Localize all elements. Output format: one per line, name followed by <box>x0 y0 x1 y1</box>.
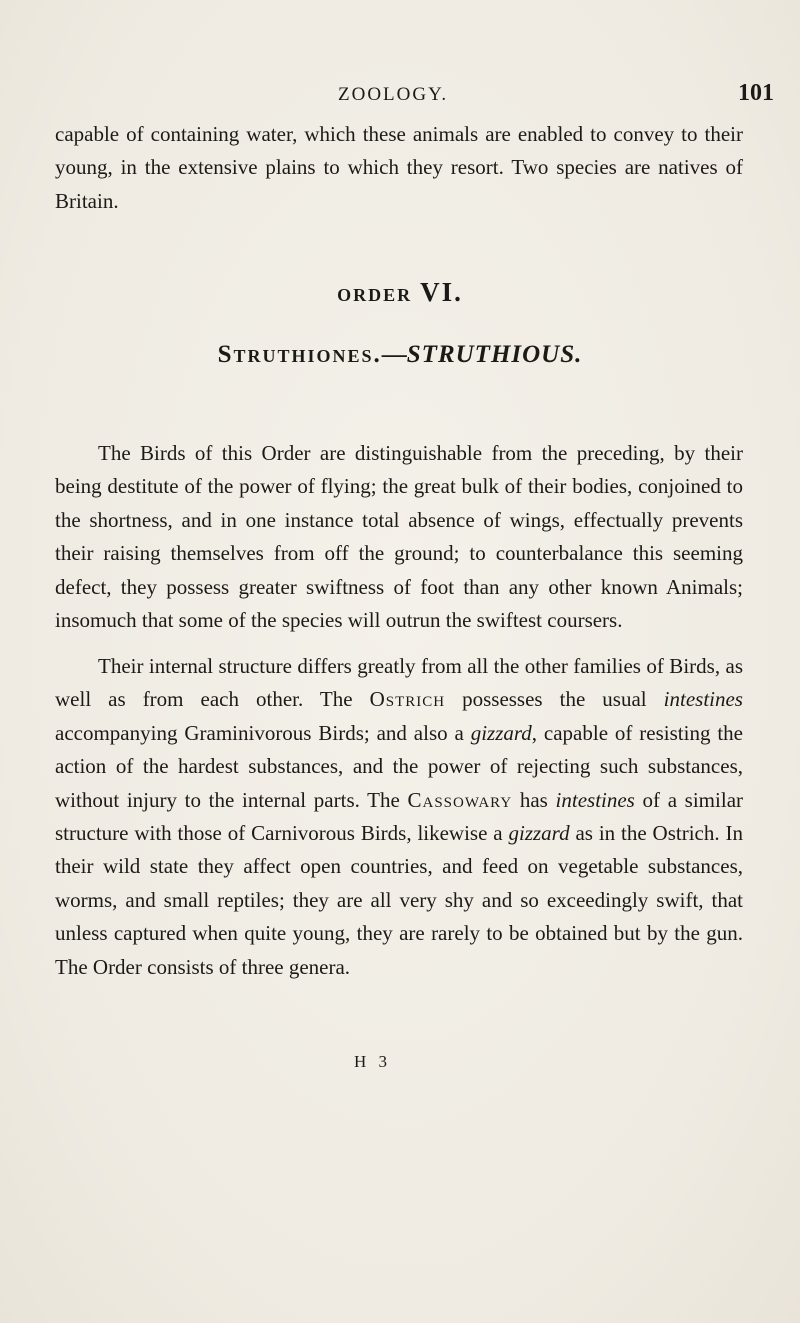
text-run: Their internal structure differs greatly from all the other families of Birds, as well as from each other. The <box>55 654 743 712</box>
text-run: accompanying Graminivorous Birds; and also a <box>55 720 471 745</box>
order-heading <box>0 277 800 308</box>
running-title: ZOOLOGY. <box>338 84 449 105</box>
order-name <box>0 341 800 369</box>
order-numeral: VI. <box>420 277 463 307</box>
running-head <box>0 80 800 110</box>
ostrich-term: Ostrich <box>369 687 446 712</box>
gizzard-term: gizzard <box>508 821 570 846</box>
order-name-dash: — <box>381 341 407 368</box>
signature-mark: H 3 <box>354 1052 392 1071</box>
gizzard-term: gizzard <box>470 720 532 745</box>
text-run: as in the Ostrich. In their wild state they affect open countries, and feed on vegetable substances, worms, and small reptiles; they are all very shy and so exceedingly swift, that unless captured when quite young, they are rarely to be obtained but by the gun. The Order consists of three genera. <box>55 821 743 979</box>
order-latin-name: Struthiones. <box>217 341 382 368</box>
page-number: 101 <box>738 80 774 106</box>
cassowary-term: Cassowary <box>407 787 513 812</box>
order-label: ORDER <box>337 285 413 305</box>
text-run: has <box>512 787 556 812</box>
paragraph-continuation: capable of containing water, which these animals are enabled to convey to their young, in the extensive plains to which they resort. Two species are natives of Britain. <box>55 122 743 213</box>
order-english-name: STRUTHIOUS. <box>406 341 583 368</box>
paragraph-order-description: The Birds of this Order are distinguishable from the preceding, by their being destitute of the power of flying; the great bulk of their bodies, conjoined to the shortness, and in one instance total absence of wings, effectually prevents their raising themselves from off the ground; to counterbalance this seeming defect, they possess greater swiftness of foot than any other known Animals; insomuch that some of the species will outrun the swiftest coursers. <box>55 441 743 633</box>
paragraph-internal-structure <box>55 650 743 984</box>
text-run: of a similar structure with those of Carnivorous Birds, likewise a <box>55 787 744 846</box>
intestines-term: intestines <box>555 787 635 812</box>
text-run: , capable of resisting the action of the hardest substances, and the power of rejecting such substances, without injury to the internal parts. The <box>55 720 743 812</box>
text-run: possesses the usual <box>445 687 664 712</box>
intestines-term: intestines <box>663 687 743 712</box>
